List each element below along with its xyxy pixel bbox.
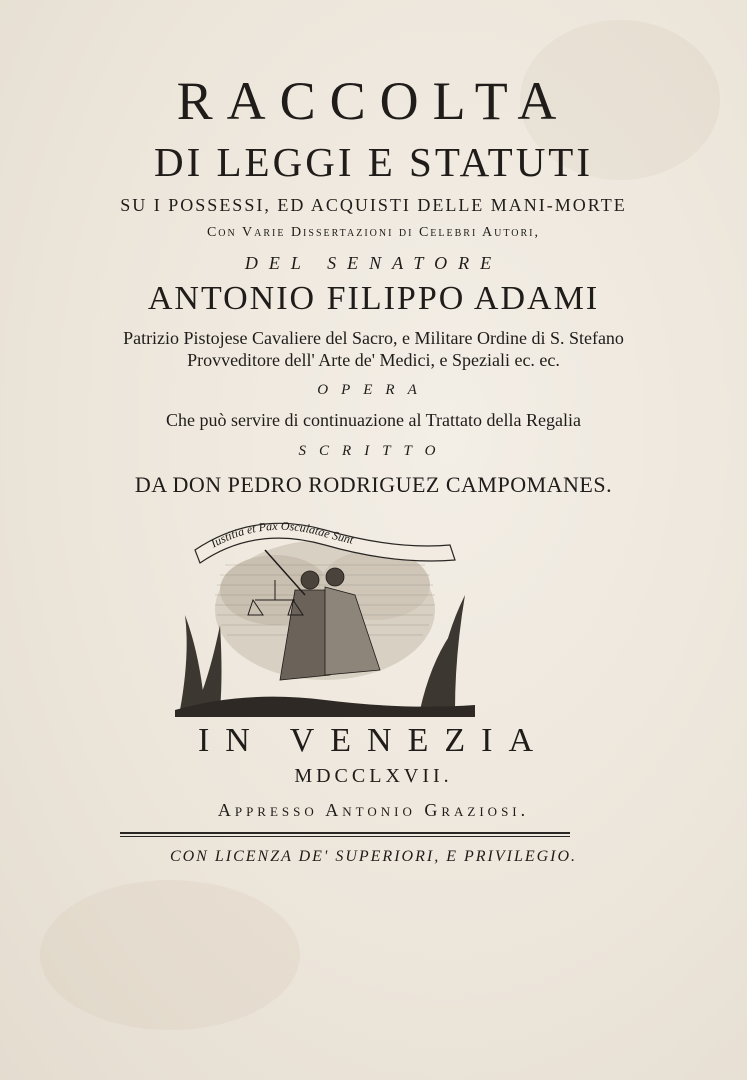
publisher: Appresso Antonio Graziosi.: [217, 800, 530, 820]
peace-head: [326, 568, 344, 586]
author-prefix: DEL SENATORE: [244, 253, 503, 273]
dissertations-line: Con Varie Dissertazioni di Celebri Autori,: [206, 225, 541, 240]
divider-rule-thin: [120, 836, 570, 837]
place-of-publication: IN VENEZIA: [197, 722, 550, 759]
publication-year: MDCCLXVII.: [294, 765, 453, 787]
author-description-2: Provveditore dell' Arte de' Medici, e Speziali ec. ec.: [187, 350, 560, 370]
scritto-author: DA DON PEDRO RODRIGUEZ CAMPOMANES.: [134, 472, 613, 497]
engraved-vignette: [165, 505, 485, 720]
justice-head: [301, 571, 319, 589]
subject-line: SU I POSSESSI, ED ACQUISTI DELLE MANI-MORTE: [120, 195, 627, 215]
paper-stain: [40, 880, 300, 1030]
author-name: ANTONIO FILIPPO ADAMI: [147, 280, 600, 317]
vignette-motto: Iustitia et Pax Osculatae Sunt: [208, 518, 355, 551]
scritto-label: SCRITTO: [298, 443, 449, 459]
opera-description: Che può servire di continuazione al Trattato della Regalia: [166, 410, 581, 430]
opera-label: OPERA: [317, 382, 430, 398]
license-line: CON LICENZA DE' SUPERIORI, E PRIVILEGIO.: [169, 848, 578, 865]
divider-rule: [120, 832, 570, 834]
main-title: RACCOLTA: [176, 71, 571, 131]
author-description-1: Patrizio Pistojese Cavaliere del Sacro, e Militare Ordine di S. Stefano: [123, 328, 624, 348]
sub-title: DI LEGGI E STATUTI: [154, 139, 593, 185]
